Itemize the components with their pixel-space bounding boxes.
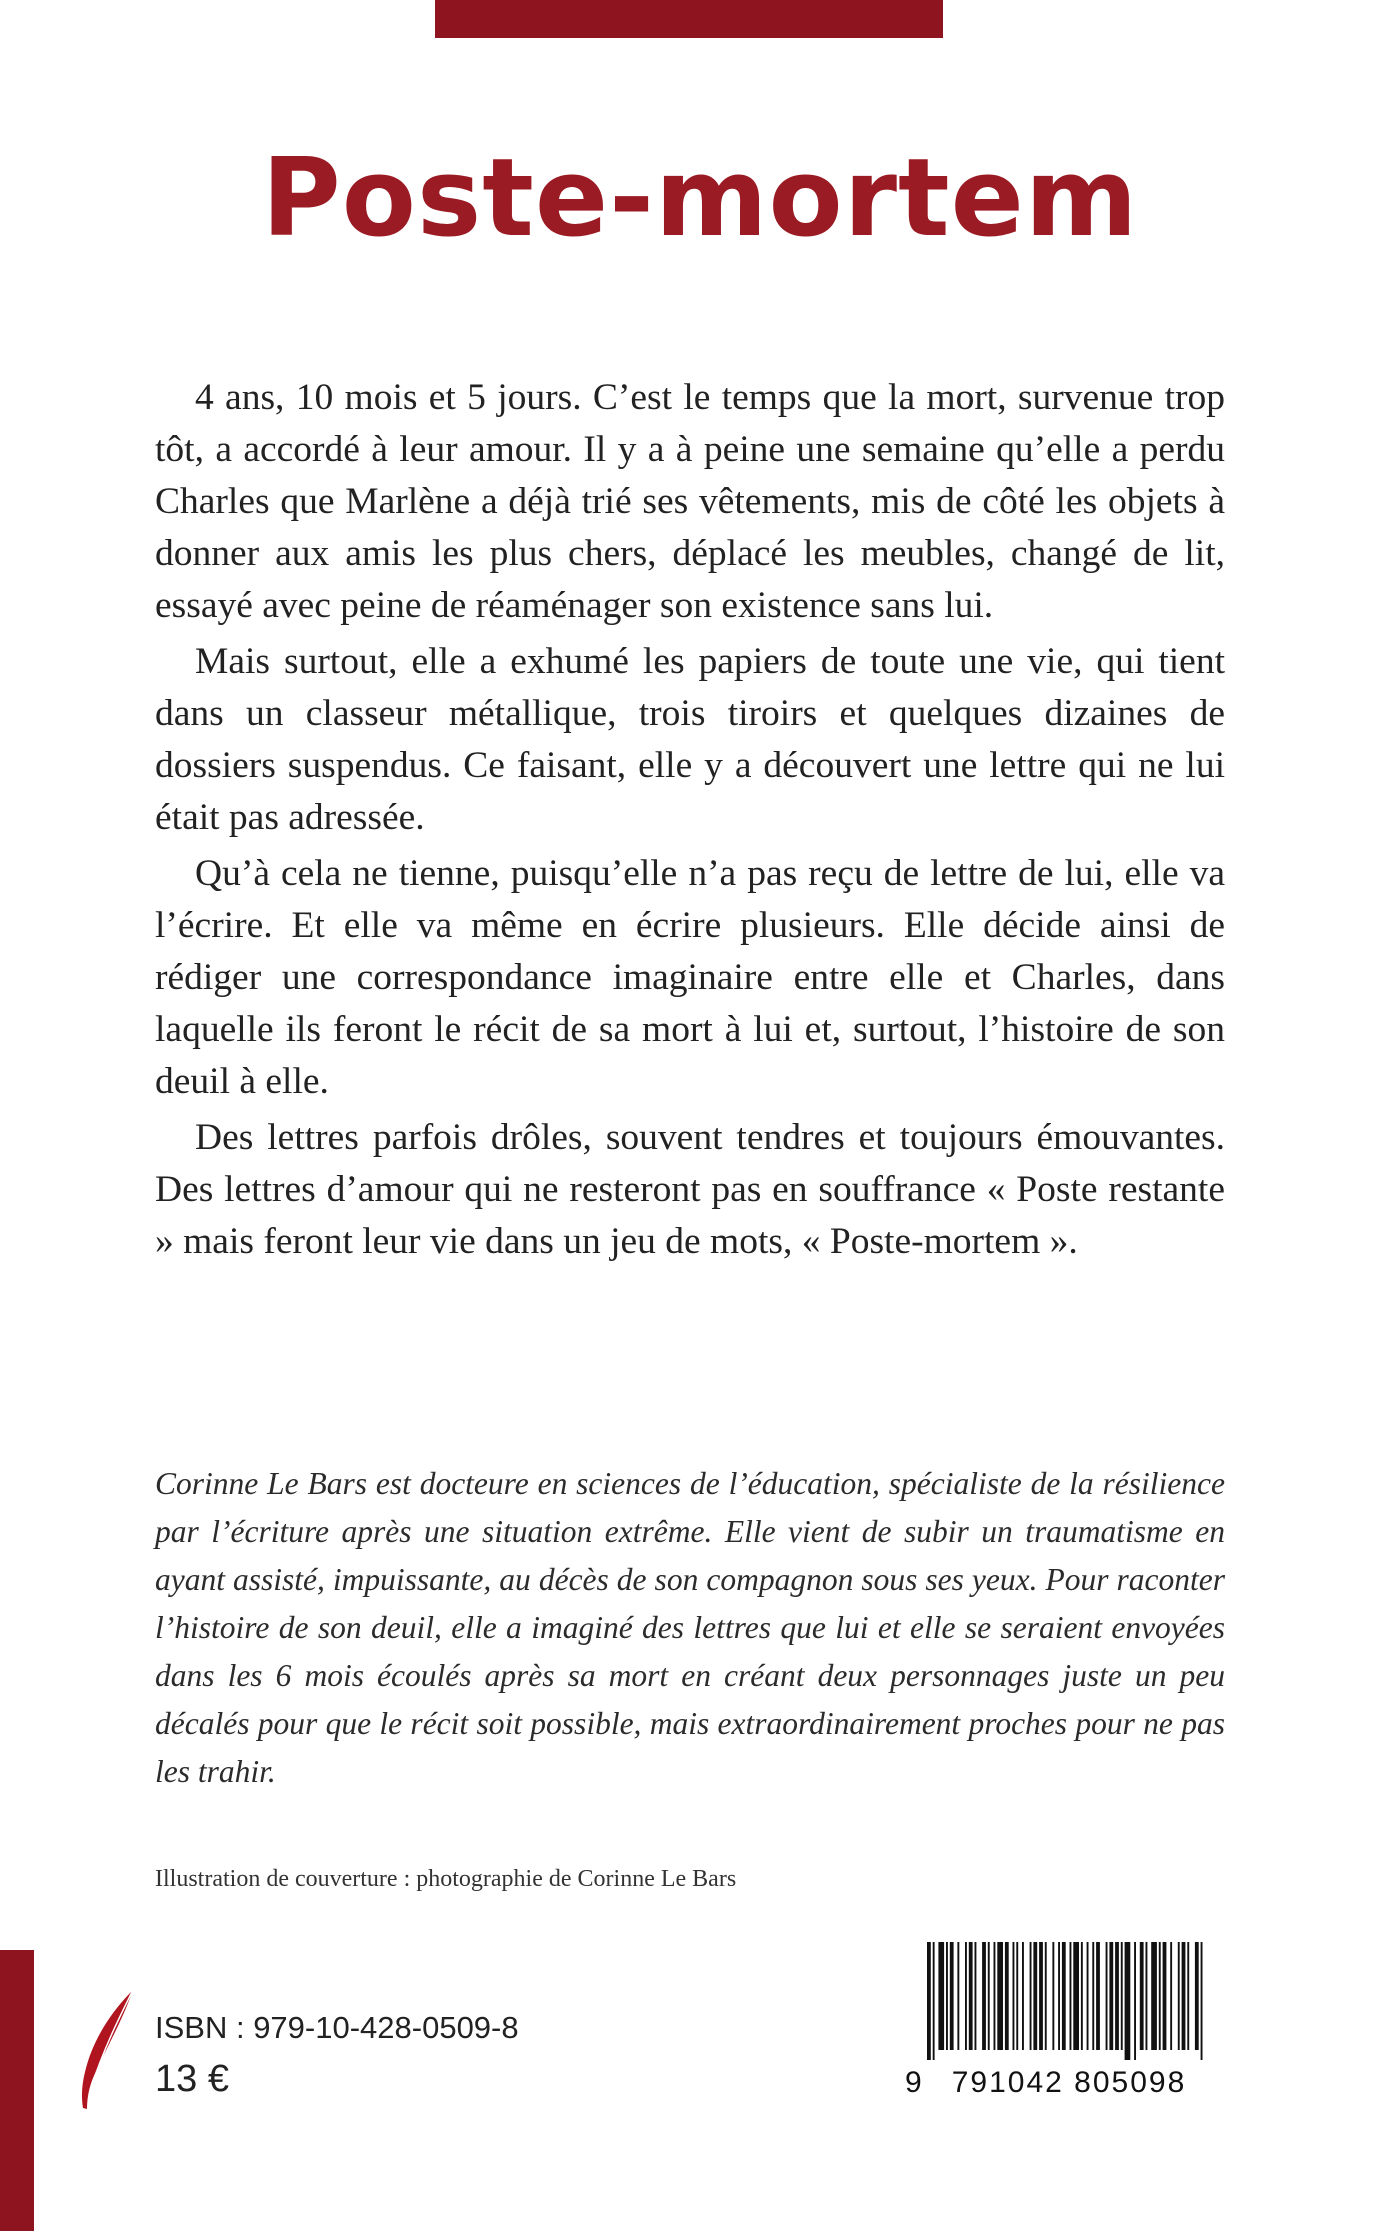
barcode-bar	[1005, 1942, 1009, 2050]
barcode-bar	[1070, 1942, 1072, 2050]
barcode-digits: 791042 805098	[951, 2066, 1187, 2099]
author-bio	[155, 1460, 1225, 1796]
barcode-bar	[1058, 1942, 1060, 2050]
barcode-bar	[950, 1942, 954, 2050]
blurb-paragraph: Qu’à cela ne tienne, puisqu’elle n’a pas reçu de lettre de lui, elle va l’écrire. Et elle va même en écrire plusieurs. Elle décide ainsi de rédiger une correspondance imaginaire entre elle et Charles, dans laquelle ils feront le récit de sa mort à lui et, surtout, l’histoire de son deuil à elle.	[155, 853, 1225, 1102]
back-cover-blurb	[155, 372, 1225, 1272]
illustration-credit: Illustration de couverture : photographie de Corinne Le Bars	[155, 1866, 737, 1892]
barcode-bar	[1170, 1942, 1172, 2050]
feather-icon	[75, 1988, 137, 2114]
side-accent-bar	[0, 1950, 34, 2231]
barcode-bar	[1062, 1942, 1066, 2050]
top-accent-bar	[435, 0, 943, 38]
barcode-bar	[969, 1942, 973, 2050]
barcode-bar	[1146, 1942, 1148, 2050]
barcode-bar	[946, 1942, 948, 2050]
barcode-bar	[1182, 1942, 1186, 2050]
barcode-bar	[1201, 1942, 1203, 2060]
barcode-bar	[1052, 1942, 1054, 2050]
barcode-bar	[938, 1942, 944, 2050]
barcode-bar	[1151, 1942, 1157, 2050]
barcode-bar	[1096, 1942, 1100, 2050]
barcode-bars	[927, 1942, 1203, 2060]
barcode-bar	[1178, 1942, 1180, 2050]
barcode-bar	[1140, 1942, 1144, 2050]
author-bio-text: Corinne Le Bars est docteure en sciences de l’éducation, spécialiste de la résilience par l’écriture après une situation extrême. Elle vient de subir un traumatisme en ayant assisté, impuissante, au décès de son compagnon sous ses yeux. Pour raconter l’histoire de son deuil, elle a imaginé des lettres que lui et elle se seraient envoyées dans les 6 mois écoulés après sa mort en créant deux personnages juste un peu décalés pour que le récit soit possible, mais extraordinairement proches pour ne pas les trahir.	[155, 1466, 1225, 1789]
blurb-paragraph: 4 ans, 10 mois et 5 jours. C’est le temps que la mort, survenue trop tôt, a accordé à leur amour. Il y a à peine une semaine qu’elle a perdu Charles que Marlène a déjà trié ses vêtements, mis de côté les objets à donner aux amis les plus chers, déplacé les meubles, changé de lit, essayé avec peine de réaménager son existence sans lui.	[155, 377, 1225, 626]
barcode-bar	[1159, 1942, 1161, 2050]
barcode-bar	[1134, 1942, 1136, 2060]
barcode-bar	[1125, 1942, 1131, 2060]
barcode-bar	[1187, 1942, 1189, 2050]
barcode-bar	[988, 1942, 990, 2050]
barcode-bar	[1092, 1942, 1094, 2050]
barcode-bar	[933, 1942, 935, 2060]
barcode-first-digit: 9	[905, 2066, 922, 2099]
barcode-bar	[1073, 1942, 1079, 2050]
barcode-bar	[982, 1942, 986, 2050]
price-label: 13 €	[155, 2058, 229, 2100]
barcode-bar	[1087, 1942, 1089, 2050]
barcode-bar	[1013, 1942, 1015, 2050]
blurb-paragraph: Mais surtout, elle a exhumé les papiers de toute une vie, qui tient dans un classeur métallique, trois tiroirs et quelques dizaines de dossiers suspendus. Ce faisant, elle y a découvert une lettre qui ne lui était pas adressée.	[155, 641, 1225, 838]
barcode-bar	[1033, 1942, 1037, 2050]
barcode-bar	[965, 1942, 967, 2050]
barcode-bar	[1022, 1942, 1024, 2050]
book-title: Poste-mortem	[261, 136, 1139, 261]
barcode-bar	[975, 1942, 977, 2050]
isbn-label: ISBN : 979-10-428-0509-8	[155, 2010, 519, 2045]
barcode-bar	[957, 1942, 959, 2050]
barcode-bar	[1109, 1942, 1113, 2050]
barcode-bar	[1121, 1942, 1123, 2050]
barcode-bar	[1081, 1942, 1083, 2050]
barcode-bar	[1163, 1942, 1167, 2050]
barcode-bar	[1106, 1942, 1108, 2050]
barcode-bar	[994, 1942, 996, 2050]
barcode-bar	[1115, 1942, 1119, 2050]
barcode-bar	[927, 1942, 931, 2060]
barcode-bar	[1039, 1942, 1043, 2050]
blurb-paragraph: Des lettres parfois drôles, souvent tendres et toujours émouvantes. Des lettres d’amour qui ne resteront pas en souffrance « Poste restante » mais feront leur vie dans un jeu de mots, « Poste-mortem ».	[155, 1117, 1225, 1262]
barcode-bar	[1195, 1942, 1199, 2050]
barcode-bar	[1045, 1942, 1047, 2050]
barcode-bar	[1016, 1942, 1018, 2050]
barcode-bar	[1030, 1942, 1032, 2050]
barcode-bar	[997, 1942, 1003, 2050]
